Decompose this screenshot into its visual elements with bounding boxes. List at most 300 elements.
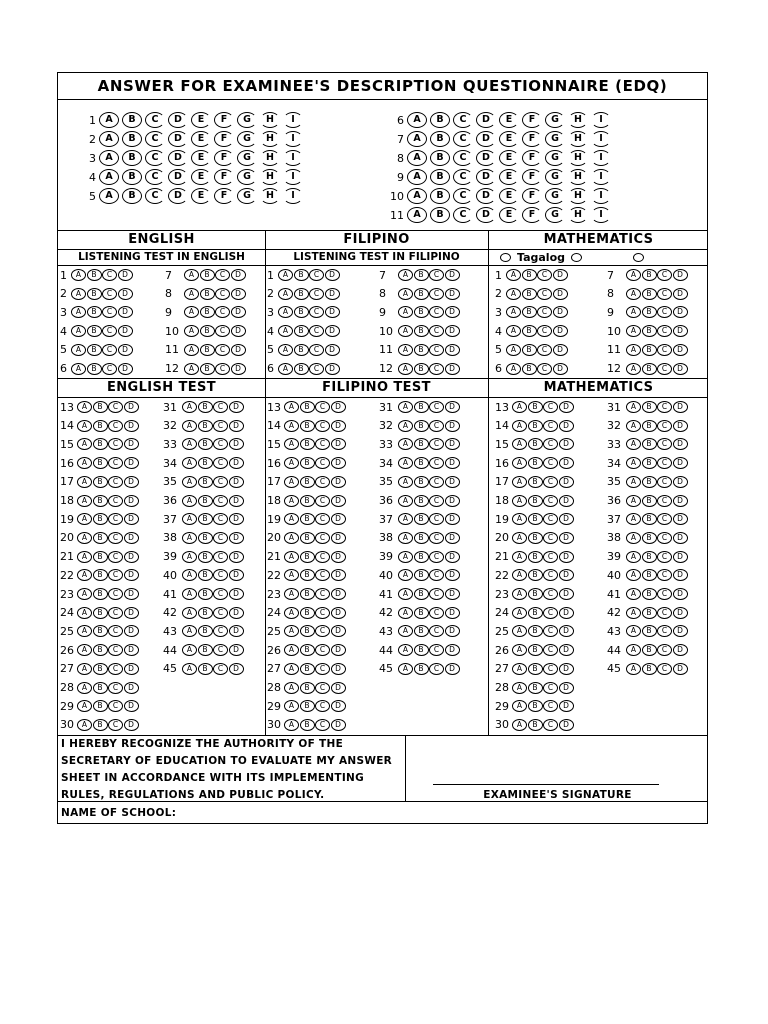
answer-bubble-a[interactable]: A <box>512 438 527 450</box>
answer-bubble-d[interactable]: D <box>673 420 688 432</box>
answer-bubble-b[interactable]: B <box>528 495 543 507</box>
answer-bubble-d[interactable]: D <box>476 112 496 128</box>
answer-bubble-d[interactable]: D <box>445 306 460 318</box>
answer-bubble-d[interactable]: D <box>559 682 574 694</box>
answer-bubble-c[interactable]: C <box>657 551 672 563</box>
answer-bubble-d[interactable]: D <box>229 532 244 544</box>
answer-bubble-a[interactable]: A <box>71 306 86 318</box>
answer-bubble-c[interactable]: C <box>429 644 444 656</box>
answer-bubble-a[interactable]: A <box>182 438 197 450</box>
answer-bubble-c[interactable]: C <box>429 588 444 600</box>
answer-bubble-a[interactable]: A <box>284 588 299 600</box>
answer-bubble-d[interactable]: D <box>331 495 346 507</box>
answer-bubble-c[interactable]: C <box>429 457 444 469</box>
answer-bubble-b[interactable]: B <box>93 476 108 488</box>
answer-bubble-b[interactable]: B <box>93 457 108 469</box>
answer-bubble-b[interactable]: B <box>430 169 450 185</box>
answer-bubble-h[interactable]: H <box>568 150 588 166</box>
answer-bubble-a[interactable]: A <box>182 476 197 488</box>
answer-bubble-b[interactable]: B <box>414 588 429 600</box>
answer-bubble-d[interactable]: D <box>673 269 688 281</box>
answer-bubble-c[interactable]: C <box>657 401 672 413</box>
answer-bubble-c[interactable]: C <box>213 532 228 544</box>
answer-bubble-a[interactable]: A <box>398 438 413 450</box>
answer-bubble-d[interactable]: D <box>673 588 688 600</box>
answer-bubble-c[interactable]: C <box>315 401 330 413</box>
answer-bubble-i[interactable]: I <box>591 188 611 204</box>
answer-bubble-c[interactable]: C <box>543 625 558 637</box>
answer-bubble-b[interactable]: B <box>414 344 429 356</box>
answer-bubble-d[interactable]: D <box>331 438 346 450</box>
answer-bubble-a[interactable]: A <box>626 663 641 675</box>
answer-bubble-d[interactable]: D <box>331 625 346 637</box>
answer-bubble-g[interactable]: G <box>237 169 257 185</box>
answer-bubble-b[interactable]: B <box>93 644 108 656</box>
answer-bubble-d[interactable]: D <box>331 476 346 488</box>
answer-bubble-c[interactable]: C <box>315 532 330 544</box>
answer-bubble-h[interactable]: H <box>260 169 280 185</box>
answer-bubble-b[interactable]: B <box>528 457 543 469</box>
answer-bubble-a[interactable]: A <box>398 269 413 281</box>
answer-bubble-a[interactable]: A <box>77 401 92 413</box>
answer-bubble-a[interactable]: A <box>626 551 641 563</box>
answer-bubble-a[interactable]: A <box>398 644 413 656</box>
answer-bubble-c[interactable]: C <box>657 420 672 432</box>
answer-bubble-c[interactable]: C <box>657 457 672 469</box>
answer-bubble-d[interactable]: D <box>124 457 139 469</box>
answer-bubble-a[interactable]: A <box>284 401 299 413</box>
answer-bubble-b[interactable]: B <box>198 532 213 544</box>
answer-bubble-e[interactable]: E <box>191 112 211 128</box>
answer-bubble-a[interactable]: A <box>626 325 641 337</box>
answer-bubble-i[interactable]: I <box>283 112 303 128</box>
answer-bubble-c[interactable]: C <box>429 288 444 300</box>
answer-bubble-d[interactable]: D <box>168 150 188 166</box>
answer-bubble-a[interactable]: A <box>77 495 92 507</box>
answer-bubble-b[interactable]: B <box>87 325 102 337</box>
answer-bubble-f[interactable]: F <box>522 169 542 185</box>
answer-bubble-c[interactable]: C <box>102 288 117 300</box>
answer-bubble-d[interactable]: D <box>229 401 244 413</box>
answer-bubble-b[interactable]: B <box>198 438 213 450</box>
answer-bubble-b[interactable]: B <box>198 625 213 637</box>
answer-bubble-b[interactable]: B <box>93 420 108 432</box>
answer-bubble-g[interactable]: G <box>237 112 257 128</box>
answer-bubble-b[interactable]: B <box>642 569 657 581</box>
answer-bubble-b[interactable]: B <box>93 513 108 525</box>
answer-bubble-b[interactable]: B <box>87 344 102 356</box>
answer-bubble-d[interactable]: D <box>124 420 139 432</box>
answer-bubble-b[interactable]: B <box>93 625 108 637</box>
answer-bubble-a[interactable]: A <box>182 588 197 600</box>
answer-bubble-d[interactable]: D <box>168 188 188 204</box>
answer-bubble-b[interactable]: B <box>414 288 429 300</box>
answer-bubble-c[interactable]: C <box>657 288 672 300</box>
answer-bubble-c[interactable]: C <box>315 682 330 694</box>
answer-bubble-c[interactable]: C <box>213 438 228 450</box>
answer-bubble-c[interactable]: C <box>657 588 672 600</box>
answer-bubble-a[interactable]: A <box>626 269 641 281</box>
answer-bubble-a[interactable]: A <box>182 401 197 413</box>
answer-bubble-d[interactable]: D <box>673 663 688 675</box>
answer-bubble-d[interactable]: D <box>331 532 346 544</box>
answer-bubble-a[interactable]: A <box>398 532 413 544</box>
answer-bubble-a[interactable]: A <box>182 569 197 581</box>
answer-bubble-i[interactable]: I <box>283 131 303 147</box>
answer-bubble-a[interactable]: A <box>512 625 527 637</box>
answer-bubble-b[interactable]: B <box>642 588 657 600</box>
answer-bubble-b[interactable]: B <box>198 663 213 675</box>
answer-bubble-c[interactable]: C <box>213 420 228 432</box>
answer-bubble-a[interactable]: A <box>77 551 92 563</box>
answer-bubble-c[interactable]: C <box>315 625 330 637</box>
answer-bubble-c[interactable]: C <box>429 269 444 281</box>
answer-bubble-a[interactable]: A <box>184 306 199 318</box>
answer-bubble-a[interactable]: A <box>182 551 197 563</box>
answer-bubble-c[interactable]: C <box>102 363 117 375</box>
answer-bubble-d[interactable]: D <box>229 607 244 619</box>
answer-bubble-a[interactable]: A <box>506 269 521 281</box>
answer-bubble-d[interactable]: D <box>553 306 568 318</box>
answer-bubble-c[interactable]: C <box>429 476 444 488</box>
answer-bubble-c[interactable]: C <box>429 532 444 544</box>
answer-bubble-a[interactable]: A <box>398 569 413 581</box>
answer-bubble-a[interactable]: A <box>398 306 413 318</box>
answer-bubble-a[interactable]: A <box>398 420 413 432</box>
answer-bubble-a[interactable]: A <box>278 363 293 375</box>
answer-bubble-c[interactable]: C <box>213 551 228 563</box>
answer-bubble-a[interactable]: A <box>71 269 86 281</box>
answer-bubble-b[interactable]: B <box>528 607 543 619</box>
answer-bubble-c[interactable]: C <box>213 588 228 600</box>
answer-bubble-d[interactable]: D <box>673 569 688 581</box>
answer-bubble-g[interactable]: G <box>545 207 565 223</box>
answer-bubble-e[interactable]: E <box>191 131 211 147</box>
answer-bubble-c[interactable]: C <box>213 607 228 619</box>
answer-bubble-b[interactable]: B <box>200 269 215 281</box>
answer-bubble-d[interactable]: D <box>673 551 688 563</box>
answer-bubble-b[interactable]: B <box>93 569 108 581</box>
answer-bubble-d[interactable]: D <box>445 269 460 281</box>
answer-bubble-c[interactable]: C <box>213 569 228 581</box>
answer-bubble-e[interactable]: E <box>499 169 519 185</box>
answer-bubble-b[interactable]: B <box>300 682 315 694</box>
answer-bubble-c[interactable]: C <box>429 513 444 525</box>
answer-bubble-c[interactable]: C <box>315 644 330 656</box>
answer-bubble-d[interactable]: D <box>331 401 346 413</box>
answer-bubble-c[interactable]: C <box>309 363 324 375</box>
answer-bubble-a[interactable]: A <box>182 420 197 432</box>
answer-bubble-d[interactable]: D <box>124 719 139 731</box>
answer-bubble-g[interactable]: G <box>237 188 257 204</box>
answer-bubble-a[interactable]: A <box>284 532 299 544</box>
answer-bubble-a[interactable]: A <box>77 700 92 712</box>
answer-bubble-b[interactable]: B <box>528 569 543 581</box>
answer-bubble-c[interactable]: C <box>108 700 123 712</box>
answer-bubble-e[interactable]: E <box>499 112 519 128</box>
answer-bubble-i[interactable]: I <box>591 207 611 223</box>
answer-bubble-c[interactable]: C <box>657 569 672 581</box>
answer-bubble-d[interactable]: D <box>124 401 139 413</box>
answer-bubble-b[interactable]: B <box>200 306 215 318</box>
answer-bubble-d[interactable]: D <box>124 588 139 600</box>
signature-line[interactable] <box>433 784 659 785</box>
answer-bubble-c[interactable]: C <box>429 438 444 450</box>
answer-bubble-c[interactable]: C <box>315 607 330 619</box>
answer-bubble-d[interactable]: D <box>124 569 139 581</box>
answer-bubble-c[interactable]: C <box>145 150 165 166</box>
answer-bubble-c[interactable]: C <box>102 269 117 281</box>
answer-bubble-a[interactable]: A <box>77 476 92 488</box>
answer-bubble-b[interactable]: B <box>430 131 450 147</box>
answer-bubble-a[interactable]: A <box>77 569 92 581</box>
answer-bubble-a[interactable]: A <box>398 663 413 675</box>
answer-bubble-d[interactable]: D <box>673 457 688 469</box>
answer-bubble-d[interactable]: D <box>229 476 244 488</box>
answer-bubble-d[interactable]: D <box>553 325 568 337</box>
answer-bubble-c[interactable]: C <box>213 513 228 525</box>
answer-bubble-b[interactable]: B <box>93 588 108 600</box>
answer-bubble-d[interactable]: D <box>331 513 346 525</box>
answer-bubble-d[interactable]: D <box>231 306 246 318</box>
answer-bubble-b[interactable]: B <box>198 644 213 656</box>
answer-bubble-b[interactable]: B <box>430 207 450 223</box>
answer-bubble-a[interactable]: A <box>184 344 199 356</box>
answer-bubble-a[interactable]: A <box>407 131 427 147</box>
answer-bubble-h[interactable]: H <box>260 150 280 166</box>
answer-bubble-c[interactable]: C <box>543 513 558 525</box>
answer-bubble-a[interactable]: A <box>398 551 413 563</box>
answer-bubble-d[interactable]: D <box>553 288 568 300</box>
answer-bubble-h[interactable]: H <box>568 112 588 128</box>
answer-bubble-c[interactable]: C <box>453 169 473 185</box>
answer-bubble-a[interactable]: A <box>284 457 299 469</box>
answer-bubble-b[interactable]: B <box>642 269 657 281</box>
answer-bubble-b[interactable]: B <box>414 644 429 656</box>
answer-bubble-b[interactable]: B <box>198 401 213 413</box>
answer-bubble-b[interactable]: B <box>522 363 537 375</box>
answer-bubble-c[interactable]: C <box>108 644 123 656</box>
answer-bubble-a[interactable]: A <box>626 438 641 450</box>
answer-bubble-d[interactable]: D <box>124 532 139 544</box>
answer-bubble-d[interactable]: D <box>559 513 574 525</box>
answer-bubble-d[interactable]: D <box>325 288 340 300</box>
answer-bubble-c[interactable]: C <box>543 495 558 507</box>
answer-bubble-c[interactable]: C <box>657 513 672 525</box>
answer-bubble-b[interactable]: B <box>528 551 543 563</box>
tagalog-option-bubble[interactable] <box>500 253 511 262</box>
answer-bubble-g[interactable]: G <box>237 150 257 166</box>
answer-bubble-e[interactable]: E <box>191 188 211 204</box>
answer-bubble-d[interactable]: D <box>559 663 574 675</box>
answer-bubble-c[interactable]: C <box>453 112 473 128</box>
answer-bubble-d[interactable]: D <box>559 495 574 507</box>
answer-bubble-c[interactable]: C <box>108 682 123 694</box>
answer-bubble-d[interactable]: D <box>229 625 244 637</box>
answer-bubble-a[interactable]: A <box>284 700 299 712</box>
answer-bubble-c[interactable]: C <box>108 513 123 525</box>
answer-bubble-a[interactable]: A <box>284 644 299 656</box>
answer-bubble-d[interactable]: D <box>559 700 574 712</box>
answer-bubble-c[interactable]: C <box>315 719 330 731</box>
answer-bubble-b[interactable]: B <box>300 607 315 619</box>
answer-bubble-c[interactable]: C <box>537 363 552 375</box>
answer-bubble-d[interactable]: D <box>331 551 346 563</box>
answer-bubble-b[interactable]: B <box>93 438 108 450</box>
answer-bubble-d[interactable]: D <box>331 644 346 656</box>
answer-bubble-d[interactable]: D <box>325 269 340 281</box>
answer-bubble-a[interactable]: A <box>407 150 427 166</box>
answer-bubble-d[interactable]: D <box>445 607 460 619</box>
answer-bubble-a[interactable]: A <box>512 588 527 600</box>
answer-bubble-c[interactable]: C <box>145 169 165 185</box>
answer-bubble-a[interactable]: A <box>512 682 527 694</box>
answer-bubble-d[interactable]: D <box>559 438 574 450</box>
answer-bubble-a[interactable]: A <box>182 457 197 469</box>
answer-bubble-a[interactable]: A <box>626 288 641 300</box>
answer-bubble-c[interactable]: C <box>543 588 558 600</box>
answer-bubble-b[interactable]: B <box>414 495 429 507</box>
answer-bubble-d[interactable]: D <box>445 476 460 488</box>
answer-bubble-a[interactable]: A <box>77 607 92 619</box>
answer-bubble-a[interactable]: A <box>77 682 92 694</box>
answer-bubble-a[interactable]: A <box>77 438 92 450</box>
answer-bubble-c[interactable]: C <box>543 569 558 581</box>
answer-bubble-b[interactable]: B <box>294 325 309 337</box>
answer-bubble-b[interactable]: B <box>522 344 537 356</box>
answer-bubble-c[interactable]: C <box>657 476 672 488</box>
answer-bubble-a[interactable]: A <box>182 663 197 675</box>
answer-bubble-b[interactable]: B <box>528 401 543 413</box>
answer-bubble-a[interactable]: A <box>278 269 293 281</box>
answer-bubble-d[interactable]: D <box>559 719 574 731</box>
answer-bubble-c[interactable]: C <box>108 551 123 563</box>
answer-bubble-b[interactable]: B <box>522 325 537 337</box>
answer-bubble-d[interactable]: D <box>559 532 574 544</box>
answer-bubble-c[interactable]: C <box>537 269 552 281</box>
answer-bubble-f[interactable]: F <box>214 150 234 166</box>
answer-bubble-d[interactable]: D <box>168 131 188 147</box>
answer-bubble-c[interactable]: C <box>108 476 123 488</box>
answer-bubble-a[interactable]: A <box>284 663 299 675</box>
answer-bubble-d[interactable]: D <box>118 269 133 281</box>
answer-bubble-d[interactable]: D <box>559 625 574 637</box>
answer-bubble-d[interactable]: D <box>118 306 133 318</box>
answer-bubble-f[interactable]: F <box>522 207 542 223</box>
answer-bubble-c[interactable]: C <box>657 644 672 656</box>
answer-bubble-h[interactable]: H <box>260 131 280 147</box>
answer-bubble-c[interactable]: C <box>309 269 324 281</box>
answer-bubble-a[interactable]: A <box>407 112 427 128</box>
answer-bubble-c[interactable]: C <box>315 569 330 581</box>
answer-bubble-d[interactable]: D <box>559 644 574 656</box>
answer-bubble-a[interactable]: A <box>398 625 413 637</box>
answer-bubble-c[interactable]: C <box>429 663 444 675</box>
answer-bubble-h[interactable]: H <box>260 112 280 128</box>
answer-bubble-c[interactable]: C <box>315 663 330 675</box>
answer-bubble-a[interactable]: A <box>626 420 641 432</box>
answer-bubble-d[interactable]: D <box>124 663 139 675</box>
answer-bubble-c[interactable]: C <box>543 663 558 675</box>
answer-bubble-b[interactable]: B <box>528 682 543 694</box>
answer-bubble-d[interactable]: D <box>553 344 568 356</box>
answer-bubble-d[interactable]: D <box>553 363 568 375</box>
answer-bubble-g[interactable]: G <box>545 169 565 185</box>
answer-bubble-d[interactable]: D <box>118 288 133 300</box>
answer-bubble-a[interactable]: A <box>184 288 199 300</box>
answer-bubble-b[interactable]: B <box>93 532 108 544</box>
answer-bubble-c[interactable]: C <box>108 438 123 450</box>
answer-bubble-d[interactable]: D <box>445 325 460 337</box>
answer-bubble-e[interactable]: E <box>191 169 211 185</box>
answer-bubble-d[interactable]: D <box>124 513 139 525</box>
answer-bubble-a[interactable]: A <box>398 288 413 300</box>
answer-bubble-c[interactable]: C <box>213 644 228 656</box>
answer-bubble-a[interactable]: A <box>182 532 197 544</box>
answer-bubble-c[interactable]: C <box>543 438 558 450</box>
answer-bubble-a[interactable]: A <box>77 625 92 637</box>
answer-bubble-c[interactable]: C <box>429 495 444 507</box>
answer-bubble-d[interactable]: D <box>229 588 244 600</box>
answer-bubble-c[interactable]: C <box>537 325 552 337</box>
answer-bubble-b[interactable]: B <box>198 513 213 525</box>
answer-bubble-b[interactable]: B <box>528 625 543 637</box>
answer-bubble-b[interactable]: B <box>642 438 657 450</box>
answer-bubble-c[interactable]: C <box>429 569 444 581</box>
answer-bubble-a[interactable]: A <box>278 344 293 356</box>
answer-bubble-b[interactable]: B <box>430 188 450 204</box>
answer-bubble-a[interactable]: A <box>626 363 641 375</box>
answer-bubble-b[interactable]: B <box>522 306 537 318</box>
answer-bubble-b[interactable]: B <box>200 288 215 300</box>
option-bubble[interactable] <box>633 253 644 262</box>
answer-bubble-d[interactable]: D <box>231 344 246 356</box>
answer-bubble-a[interactable]: A <box>184 269 199 281</box>
answer-bubble-d[interactable]: D <box>476 169 496 185</box>
answer-bubble-d[interactable]: D <box>331 457 346 469</box>
answer-bubble-d[interactable]: D <box>445 495 460 507</box>
answer-bubble-a[interactable]: A <box>398 325 413 337</box>
answer-bubble-c[interactable]: C <box>315 551 330 563</box>
answer-bubble-b[interactable]: B <box>414 325 429 337</box>
answer-bubble-b[interactable]: B <box>414 476 429 488</box>
answer-bubble-a[interactable]: A <box>407 188 427 204</box>
answer-bubble-h[interactable]: H <box>260 188 280 204</box>
answer-bubble-b[interactable]: B <box>93 607 108 619</box>
answer-bubble-b[interactable]: B <box>87 269 102 281</box>
answer-bubble-a[interactable]: A <box>71 325 86 337</box>
answer-bubble-a[interactable]: A <box>626 588 641 600</box>
answer-bubble-a[interactable]: A <box>71 288 86 300</box>
answer-bubble-a[interactable]: A <box>182 644 197 656</box>
answer-bubble-b[interactable]: B <box>642 288 657 300</box>
answer-bubble-d[interactable]: D <box>331 569 346 581</box>
answer-bubble-a[interactable]: A <box>278 288 293 300</box>
answer-bubble-a[interactable]: A <box>407 169 427 185</box>
answer-bubble-d[interactable]: D <box>231 363 246 375</box>
answer-bubble-d[interactable]: D <box>229 551 244 563</box>
answer-bubble-b[interactable]: B <box>414 607 429 619</box>
answer-bubble-b[interactable]: B <box>300 457 315 469</box>
answer-bubble-d[interactable]: D <box>445 532 460 544</box>
answer-bubble-c[interactable]: C <box>543 607 558 619</box>
answer-bubble-d[interactable]: D <box>559 588 574 600</box>
answer-bubble-b[interactable]: B <box>642 457 657 469</box>
answer-bubble-d[interactable]: D <box>229 420 244 432</box>
answer-bubble-b[interactable]: B <box>198 607 213 619</box>
answer-bubble-b[interactable]: B <box>200 344 215 356</box>
answer-bubble-a[interactable]: A <box>512 401 527 413</box>
